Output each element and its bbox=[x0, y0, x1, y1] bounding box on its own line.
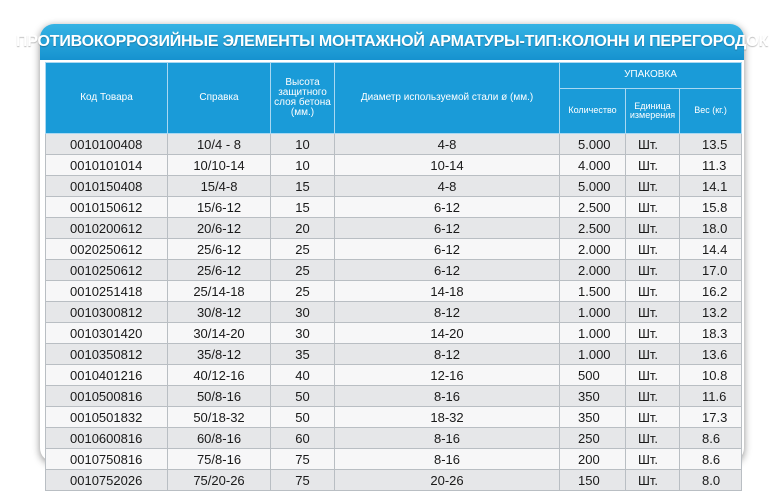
cell-unit: Шт. bbox=[626, 134, 680, 155]
header-ref: Справка bbox=[168, 63, 271, 134]
cell-ref: 30/8-12 bbox=[168, 302, 271, 323]
cell-cover-height: 25 bbox=[271, 260, 335, 281]
cell-unit: Шт. bbox=[626, 302, 680, 323]
cell-quantity: 200 bbox=[560, 449, 626, 470]
cell-weight: 14.1 bbox=[680, 176, 742, 197]
title-banner bbox=[15, 24, 769, 60]
table-header bbox=[46, 63, 742, 134]
cell-steel-diameter: 10-14 bbox=[335, 155, 560, 176]
cell-steel-diameter: 8-16 bbox=[335, 428, 560, 449]
cell-unit: Шт. bbox=[626, 470, 680, 491]
cell-steel-diameter: 8-12 bbox=[335, 344, 560, 365]
cell-quantity: 150 bbox=[560, 470, 626, 491]
table-row bbox=[46, 260, 742, 281]
cell-cover-height: 50 bbox=[271, 407, 335, 428]
table-row bbox=[46, 407, 742, 428]
cell-quantity: 5.000 bbox=[560, 176, 626, 197]
cell-cover-height: 30 bbox=[271, 323, 335, 344]
cell-cover-height: 20 bbox=[271, 218, 335, 239]
cell-quantity: 1.000 bbox=[560, 302, 626, 323]
header-packaging: УПАКОВКА bbox=[560, 63, 742, 89]
table-row bbox=[46, 323, 742, 344]
cell-weight: 18.0 bbox=[680, 218, 742, 239]
cell-quantity: 4.000 bbox=[560, 155, 626, 176]
cell-code: 0010750816 bbox=[46, 449, 168, 470]
cell-weight: 17.3 bbox=[680, 407, 742, 428]
cell-steel-diameter: 8-16 bbox=[335, 449, 560, 470]
cell-cover-height: 60 bbox=[271, 428, 335, 449]
cell-code: 0010150612 bbox=[46, 197, 168, 218]
table-row bbox=[46, 302, 742, 323]
cell-code: 0010150408 bbox=[46, 176, 168, 197]
cell-code: 0010100408 bbox=[46, 134, 168, 155]
cell-weight: 15.8 bbox=[680, 197, 742, 218]
cell-quantity: 2.500 bbox=[560, 197, 626, 218]
table-row bbox=[46, 449, 742, 470]
cell-quantity: 250 bbox=[560, 428, 626, 449]
cell-code: 0010300812 bbox=[46, 302, 168, 323]
cell-code: 0010752026 bbox=[46, 470, 168, 491]
table-row bbox=[46, 365, 742, 386]
cell-quantity: 500 bbox=[560, 365, 626, 386]
cell-cover-height: 75 bbox=[271, 449, 335, 470]
cell-ref: 60/8-16 bbox=[168, 428, 271, 449]
cell-unit: Шт. bbox=[626, 155, 680, 176]
cell-cover-height: 15 bbox=[271, 176, 335, 197]
cell-cover-height: 25 bbox=[271, 239, 335, 260]
cell-code: 0020250612 bbox=[46, 239, 168, 260]
cell-code: 0010251418 bbox=[46, 281, 168, 302]
cell-unit: Шт. bbox=[626, 344, 680, 365]
cell-cover-height: 25 bbox=[271, 281, 335, 302]
cell-steel-diameter: 18-32 bbox=[335, 407, 560, 428]
cell-steel-diameter: 14-20 bbox=[335, 323, 560, 344]
table-row bbox=[46, 176, 742, 197]
cell-code: 0010600816 bbox=[46, 428, 168, 449]
header-weight: Вес (кг.) bbox=[680, 88, 742, 133]
cell-quantity: 2.500 bbox=[560, 218, 626, 239]
cell-unit: Шт. bbox=[626, 218, 680, 239]
cell-cover-height: 40 bbox=[271, 365, 335, 386]
cell-ref: 50/8-16 bbox=[168, 386, 271, 407]
cell-ref: 50/18-32 bbox=[168, 407, 271, 428]
table-row bbox=[46, 218, 742, 239]
cell-cover-height: 35 bbox=[271, 344, 335, 365]
cell-code: 0010250612 bbox=[46, 260, 168, 281]
cell-unit: Шт. bbox=[626, 386, 680, 407]
header-code: Код Товара bbox=[46, 63, 168, 134]
cell-steel-diameter: 14-18 bbox=[335, 281, 560, 302]
cell-steel-diameter: 8-12 bbox=[335, 302, 560, 323]
table-row bbox=[46, 386, 742, 407]
header-unit: Единица измерения bbox=[626, 88, 680, 133]
table-row bbox=[46, 281, 742, 302]
cell-weight: 18.3 bbox=[680, 323, 742, 344]
cell-code: 0010401216 bbox=[46, 365, 168, 386]
cell-steel-diameter: 4-8 bbox=[335, 134, 560, 155]
cell-ref: 35/8-12 bbox=[168, 344, 271, 365]
cell-quantity: 2.000 bbox=[560, 239, 626, 260]
cell-ref: 10/4 - 8 bbox=[168, 134, 271, 155]
cell-cover-height: 10 bbox=[271, 155, 335, 176]
cell-ref: 40/12-16 bbox=[168, 365, 271, 386]
cell-weight: 8.6 bbox=[680, 449, 742, 470]
cell-cover-height: 75 bbox=[271, 470, 335, 491]
product-table bbox=[45, 62, 742, 491]
cell-ref: 25/6-12 bbox=[168, 260, 271, 281]
cell-quantity: 1.500 bbox=[560, 281, 626, 302]
cell-quantity: 1.000 bbox=[560, 323, 626, 344]
header-quantity: Количество bbox=[560, 88, 626, 133]
cell-weight: 10.8 bbox=[680, 365, 742, 386]
cell-weight: 16.2 bbox=[680, 281, 742, 302]
cell-code: 0010301420 bbox=[46, 323, 168, 344]
cell-weight: 8.6 bbox=[680, 428, 742, 449]
cell-weight: 13.5 bbox=[680, 134, 742, 155]
cell-unit: Шт. bbox=[626, 260, 680, 281]
header-steel-diameter: Диаметр используемой стали ø (мм.) bbox=[335, 63, 560, 134]
header-cover-height: Высота защитного слоя бетона (мм.) bbox=[271, 63, 335, 134]
cell-steel-diameter: 6-12 bbox=[335, 197, 560, 218]
page-title: ПРОТИВОКОРРОЗИЙНЫЕ ЭЛЕМЕНТЫ МОНТАЖНОЙ АРМАТУРЫ-ТИП:КОЛОНН И ПЕРЕГОРОДОК bbox=[15, 33, 769, 50]
table-row bbox=[46, 470, 742, 491]
cell-weight: 13.2 bbox=[680, 302, 742, 323]
cell-code: 0010501832 bbox=[46, 407, 168, 428]
cell-ref: 25/14-18 bbox=[168, 281, 271, 302]
cell-steel-diameter: 4-8 bbox=[335, 176, 560, 197]
cell-ref: 15/6-12 bbox=[168, 197, 271, 218]
table-body bbox=[46, 134, 742, 491]
cell-weight: 14.4 bbox=[680, 239, 742, 260]
cell-unit: Шт. bbox=[626, 407, 680, 428]
cell-ref: 15/4-8 bbox=[168, 176, 271, 197]
cell-steel-diameter: 6-12 bbox=[335, 239, 560, 260]
cell-unit: Шт. bbox=[626, 197, 680, 218]
table-row bbox=[46, 155, 742, 176]
cell-code: 0010101014 bbox=[46, 155, 168, 176]
cell-quantity: 1.000 bbox=[560, 344, 626, 365]
cell-unit: Шт. bbox=[626, 449, 680, 470]
cell-weight: 11.6 bbox=[680, 386, 742, 407]
cell-weight: 13.6 bbox=[680, 344, 742, 365]
cell-cover-height: 50 bbox=[271, 386, 335, 407]
cell-quantity: 350 bbox=[560, 407, 626, 428]
cell-unit: Шт. bbox=[626, 323, 680, 344]
table-row bbox=[46, 344, 742, 365]
cell-code: 0010350812 bbox=[46, 344, 168, 365]
table-row bbox=[46, 428, 742, 449]
table-row bbox=[46, 134, 742, 155]
cell-cover-height: 10 bbox=[271, 134, 335, 155]
cell-ref: 20/6-12 bbox=[168, 218, 271, 239]
cell-quantity: 5.000 bbox=[560, 134, 626, 155]
table-row bbox=[46, 197, 742, 218]
cell-quantity: 2.000 bbox=[560, 260, 626, 281]
cell-ref: 25/6-12 bbox=[168, 239, 271, 260]
cell-code: 0010500816 bbox=[46, 386, 168, 407]
cell-steel-diameter: 6-12 bbox=[335, 260, 560, 281]
cell-ref: 75/20-26 bbox=[168, 470, 271, 491]
cell-cover-height: 15 bbox=[271, 197, 335, 218]
cell-steel-diameter: 12-16 bbox=[335, 365, 560, 386]
cell-ref: 75/8-16 bbox=[168, 449, 271, 470]
cell-weight: 11.3 bbox=[680, 155, 742, 176]
cell-ref: 30/14-20 bbox=[168, 323, 271, 344]
cell-weight: 17.0 bbox=[680, 260, 742, 281]
cell-unit: Шт. bbox=[626, 428, 680, 449]
cell-unit: Шт. bbox=[626, 239, 680, 260]
price-table-panel bbox=[15, 24, 769, 488]
cell-weight: 8.0 bbox=[680, 470, 742, 491]
cell-cover-height: 30 bbox=[271, 302, 335, 323]
cell-steel-diameter: 6-12 bbox=[335, 218, 560, 239]
cell-ref: 10/10-14 bbox=[168, 155, 271, 176]
cell-unit: Шт. bbox=[626, 365, 680, 386]
cell-steel-diameter: 8-16 bbox=[335, 386, 560, 407]
cell-quantity: 350 bbox=[560, 386, 626, 407]
cell-unit: Шт. bbox=[626, 176, 680, 197]
cell-code: 0010200612 bbox=[46, 218, 168, 239]
cell-steel-diameter: 20-26 bbox=[335, 470, 560, 491]
table-row bbox=[46, 239, 742, 260]
cell-unit: Шт. bbox=[626, 281, 680, 302]
